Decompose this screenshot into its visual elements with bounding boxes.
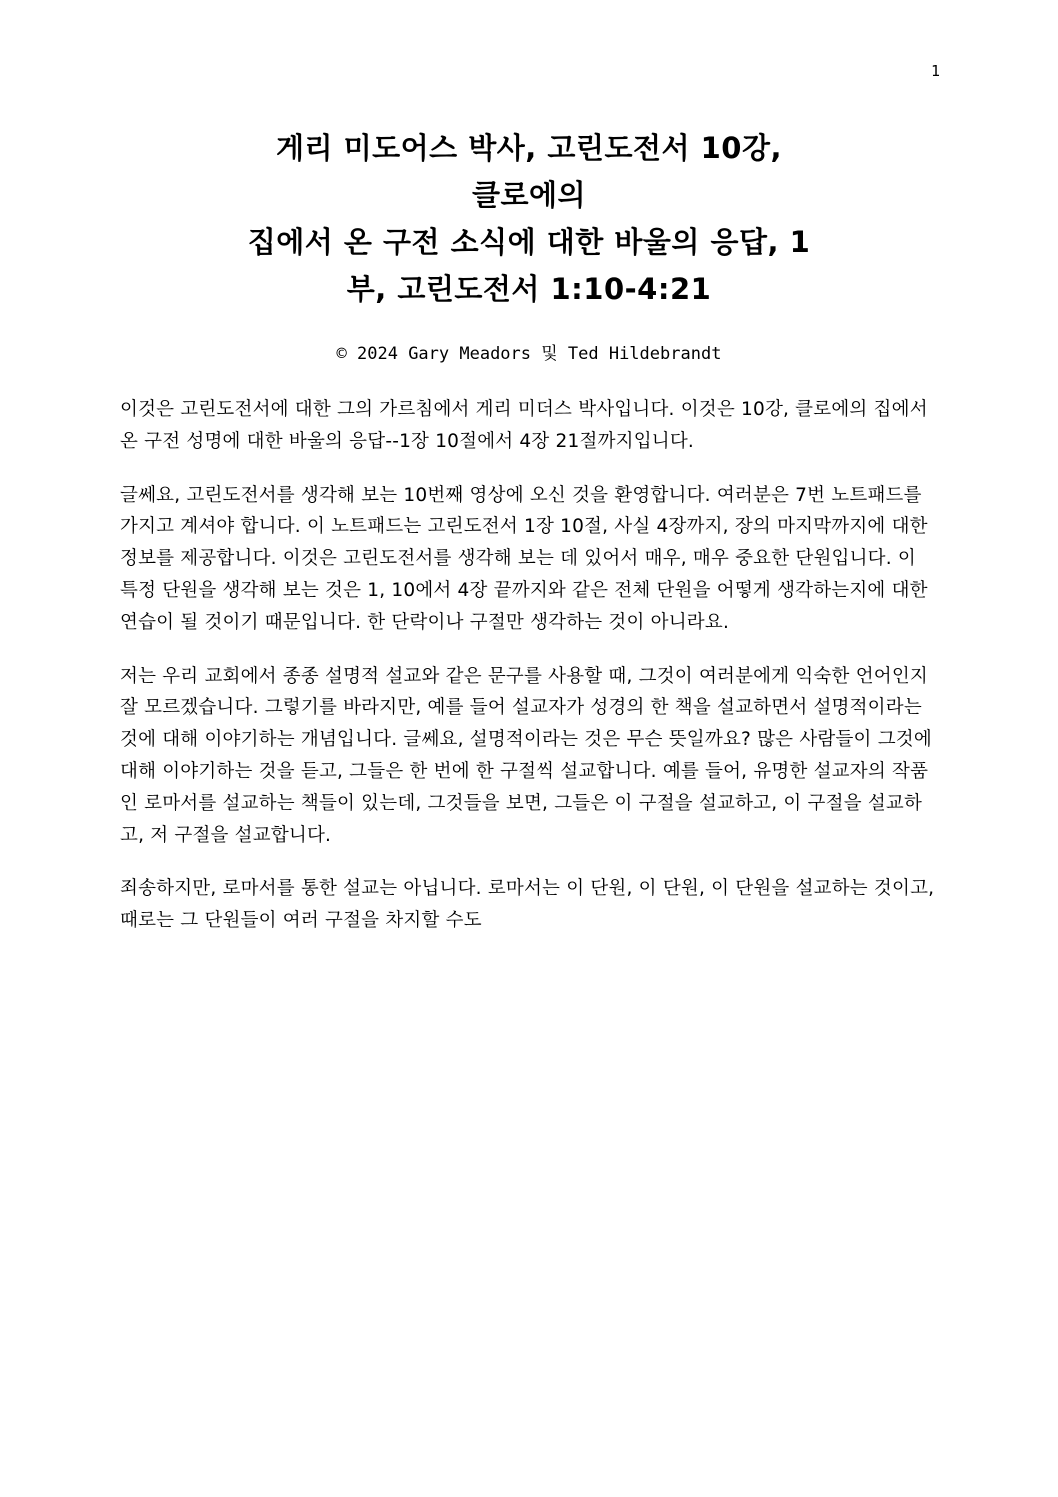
paragraph: 이것은 고린도전서에 대한 그의 가르침에서 게리 미더스 박사입니다. 이것은 10강, 클로에의 집에서 온 구전 성명에 대한 바울의 응답--1장 10절에서 4장 21절까지입니다. [120,398,928,452]
title-line-2: 클로에의 [471,177,587,212]
page-number: 1 [930,62,940,80]
title-line-3: 집에서 온 구전 소식에 대한 바울의 응답, 1 [247,224,811,259]
paragraph: 저는 우리 교회에서 종종 설명적 설교와 같은 문구를 사용할 때, 그것이 여러분에게 익숙한 언어인지 잘 모르겠습니다. 그렇기를 바라지만, 예를 들어 설교자가 성경의 한 책을 설교하면서 설명적이라는 것에 대해 이야기하는 개념입니다. 글쎄요, 설명적이라는 것은 무슨 뜻일까요? 많은 사람들이 그것에 대해 이야기하는 것을 듣고, 그들은 한 번에 한 구절씩 설교합니다. 예를 들어, 유명한 설교자의 작품인 로마서를 설교하는 책들이 있는데, 그것들을 보면, 그들은 이 구절을 설교하고, 이 구절을 설교하고, 저 구절을 설교합니다. [120,665,932,846]
copyright-notice: © 2024 Gary Meadors 및 Ted Hildebrandt [336,343,722,364]
page-title [120,55,938,313]
paragraph: 죄송하지만, 로마서를 통한 설교는 아닙니다. 로마서는 이 단원, 이 단원, 이 단원을 설교하는 것이고, 때로는 그 단원들이 여러 구절을 차지할 수도 [120,878,935,932]
title-line-1: 게리 미도어스 박사, 고린도전서 10강, [276,131,782,165]
title-line-4: 부, 고린도전서 1:10-4:21 [346,271,712,306]
paragraph: 글쎄요, 고린도전서를 생각해 보는 10번째 영상에 오신 것을 환영합니다. 여러분은 7번 노트패드를 가지고 계셔야 합니다. 이 노트패드는 고린도전서 1장 10절, 사실 4장까지, 장의 마지막까지에 대한 정보를 제공합니다. 이것은 고린도전서를 생각해 보는 데 있어서 매우, 매우 중요한 단원입니다. 이 특정 단원을 생각해 보는 것은 1, 10에서 4장 끝까지와 같은 전체 단원을 어떻게 생각하는지에 대한 연습이 될 것이기 때문입니다. 한 단락이나 구절만 생각하는 것이 아니라요. [120,484,928,633]
